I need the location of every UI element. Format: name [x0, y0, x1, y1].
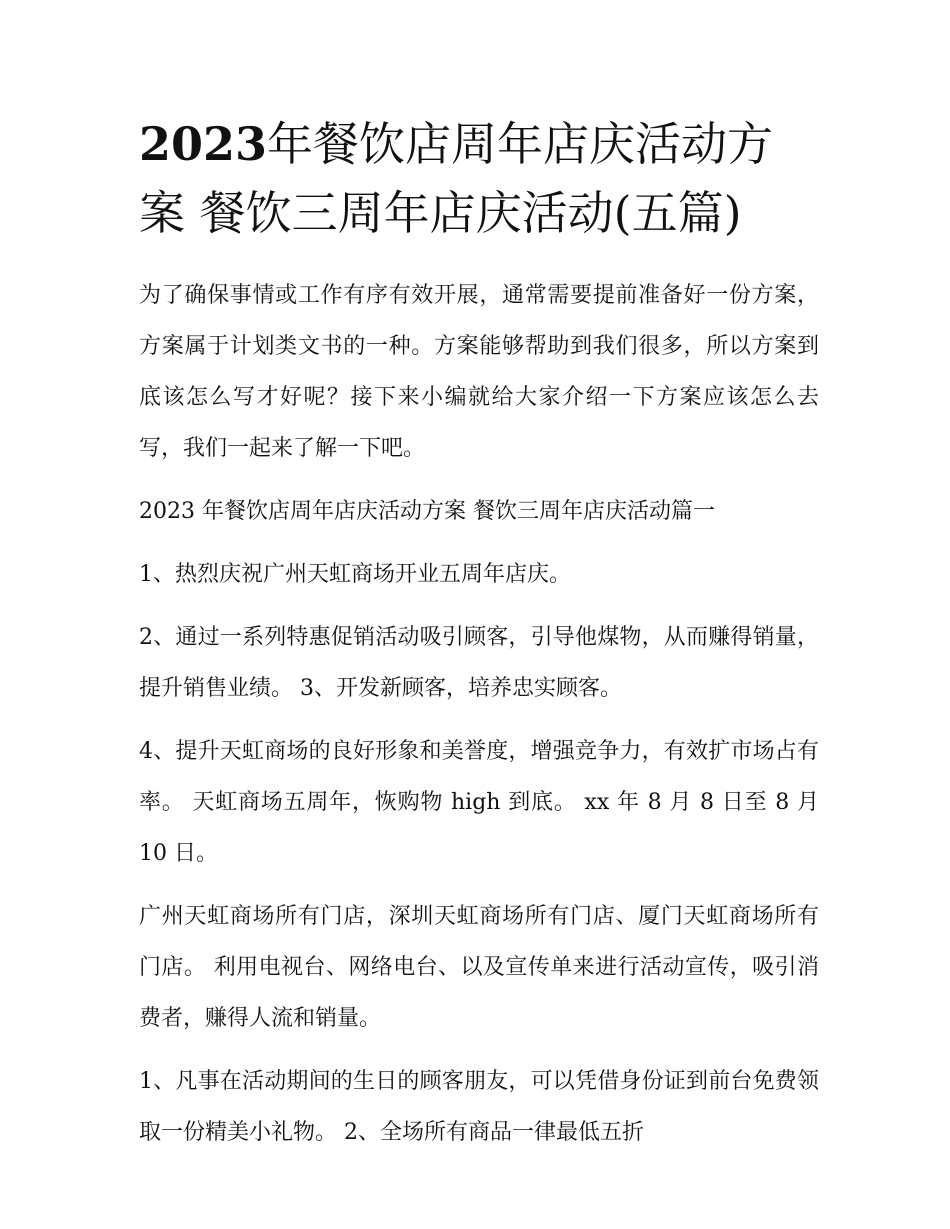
- paragraph-1: 1、热烈庆祝广州天虹商场开业五周年店庆。: [139, 562, 571, 587]
- intro-paragraph: 为了确保事情或工作有序有效开展，通常需要提前准备好一份方案，方案属于计划类文书的一种。方案能够帮助到我们很多，所以方案到底该怎么写才好呢？接下来小编就给大家介绍一下方案应该怎么去写，我们一起来了解一下吧。: [139, 283, 819, 461]
- title-text: 年餐饮店周年店庆活动方案 餐饮三周年店庆活动(五篇): [139, 117, 774, 240]
- title-year: 2023: [139, 117, 268, 171]
- paragraph-2: 2、通过一系列特惠促销活动吸引顾客，引导他煤物，从而赚得销量，提升销售业绩。 3、开发新顾客，培养忠实顾客。: [139, 625, 819, 701]
- paragraph-4: 广州天虹商场所有门店，深圳天虹商场所有门店、厦门天虹商场所有门店。 利用电视台、网络电台、以及宣传单来进行活动宣传，吸引消费者，赚得人流和销量。: [139, 904, 819, 1031]
- paragraph-3: 4、提升天虹商场的良好形象和美誉度，增强竞争力，有效扩市场占有率。 天虹商场五周年，恢购物 high 到底。 xx 年 8 月 8 日至 8 月 10 日。: [139, 739, 819, 866]
- document-page: [139, 110, 819, 1170]
- section-heading: 2023 年餐饮店周年店庆活动方案 餐饮三周年店庆活动篇一: [139, 499, 715, 524]
- paragraph-5: 1、凡事在活动期间的生日的顾客朋友，可以凭借身份证到前台免费领取一份精美小礼物。 2、全场所有商品一律最低五折: [139, 1069, 819, 1145]
- document-title: [139, 110, 819, 248]
